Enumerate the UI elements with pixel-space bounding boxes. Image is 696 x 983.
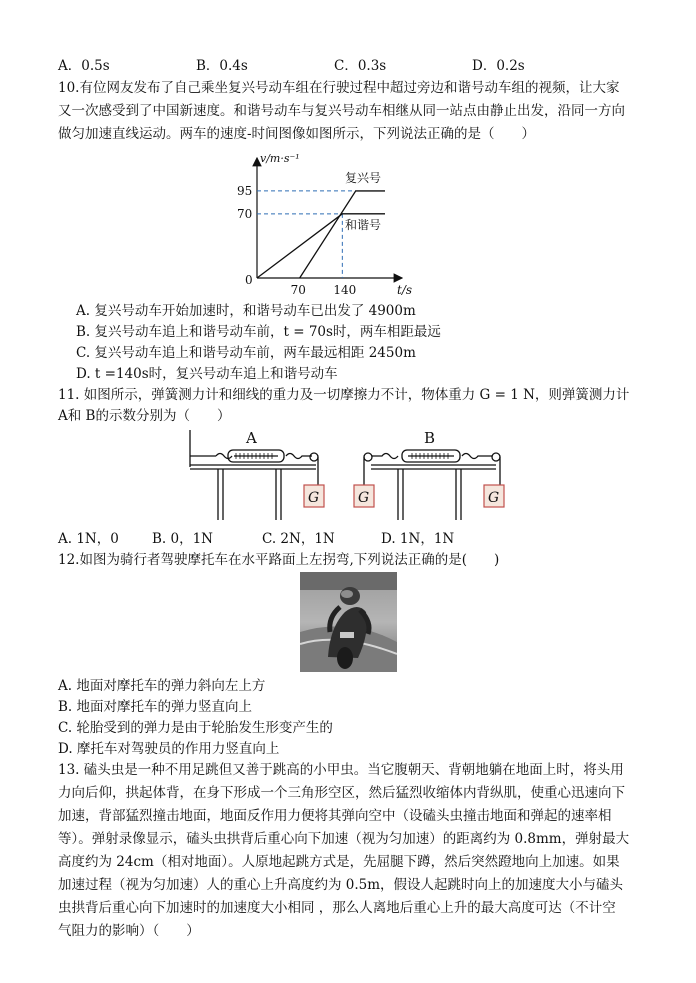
q10-option-a: A. 复兴号动车开始加速时，和谐号动车已出发了 4900m [76, 303, 416, 319]
y-axis-label: v/m·s⁻¹ [260, 152, 300, 165]
q11-option-b: B. 0，1N [152, 531, 213, 547]
q13-stem-line-5: 高度约为 24cm（相对地面）。人原地起跳方式是，先屈腿下蹲，然后突然蹬地向上加速。如果 [58, 854, 620, 870]
motorcycle-photo [300, 572, 397, 672]
q13-stem-line-2: 力向后仰，拱起体背，在身下形成一个三角形空区，然后猛烈收缩体内背纵肌，使重心迅速向下 [58, 785, 625, 801]
q13-stem-line-4: 等）。弹射录像显示，磕头虫拱背后重心向下加速（视为匀加速）的距离约为 0.8mm，弹射最大 [58, 831, 630, 847]
scale-a-label: A [246, 429, 257, 447]
q11-option-a: A. 1N，0 [58, 531, 119, 547]
q9-option-a: A．0.5s [58, 58, 110, 74]
q11-stem-line-2: A和 B的示数分别为（ ） [58, 408, 231, 424]
x-tick-label-140: 140 [333, 283, 357, 297]
q10-option-d: D. t =140s时，复兴号动车追上和谐号动车 [76, 366, 338, 382]
q9-option-c: C．0.3s [334, 58, 387, 74]
y-tick-label-95: 95 [237, 183, 253, 198]
x-axis-label: t/s [397, 283, 413, 297]
q13-stem-line-7: 虫拱背后重心向下加速时的加速度大小相同 ，那么人离地后重心上升的最大高度可达（不计空 [58, 900, 616, 916]
q10-stem-line-1: 10.有位网友发布了自己乘坐复兴号动车组在行驶过程中超过旁边和谐号动车组的视频，让大家 [58, 80, 620, 96]
origin-label: 0 [245, 273, 253, 287]
q10-stem-line-3: 做匀加速直线运动。两车的速度-时间图像如图所示，下列说法正确的是（ ） [58, 126, 536, 142]
q11-option-d: D. 1N，1N [381, 531, 455, 547]
q9-option-b: B．0.4s [196, 58, 248, 74]
q9-option-d: D．0.2s [472, 58, 525, 74]
spring-scale-figure [176, 425, 516, 525]
weight-label-2: G [358, 490, 370, 506]
series-label-1: 和谐号 [345, 217, 382, 232]
vt-chart [230, 148, 430, 298]
weight-label-1: G [308, 490, 320, 506]
q11-stem-line-1: 11. 如图所示，弹簧测力计和细线的重力及一切摩擦力不计，物体重力 G = 1 N，则弹簧测力计 [58, 387, 630, 403]
q12-option-d: D. 摩托车对驾驶员的作用力竖直向上 [58, 741, 280, 757]
series-label-0: 复兴号 [345, 170, 382, 185]
q11-option-c: C. 2N，1N [262, 531, 335, 547]
q13-stem-line-6: 加速过程（视为匀加速）人的重心上升高度约为 0.5m，假设人起跳时向上的加速度大小与磕头 [58, 877, 624, 893]
weight-label-3: G [488, 490, 500, 506]
q12-option-a: A. 地面对摩托车的弹力斜向左上方 [58, 678, 266, 694]
q12-option-b: B. 地面对摩托车的弹力竖直向上 [58, 699, 253, 715]
scale-b-label: B [424, 429, 436, 447]
q13-stem-line-8: 气阻力的影响）（ ） [58, 923, 200, 939]
q10-stem-line-2: 又一次感受到了中国新速度。和谐号动车与复兴号动车相继从同一站点由静止出发，沿同一方向 [58, 103, 625, 119]
q13-stem-line-3: 加速，背部猛烈撞击地面，地面反作用力便将其弹向空中（设磕头虫撞击地面和弹起的速率相 [58, 808, 612, 824]
q10-option-c: C. 复兴号动车追上和谐号动车前，两车最远相距 2450m [76, 345, 416, 361]
y-tick-label-70: 70 [237, 206, 253, 221]
x-tick-label-70: 70 [290, 283, 306, 297]
q13-stem-line-1: 13. 磕头虫是一种不用足跳但又善于跳高的小甲虫。当它腹朝天、背朝地躺在地面上时，将头用 [58, 762, 624, 778]
q10-option-b: B. 复兴号动车追上和谐号动车前，t = 70s时，两车相距最远 [76, 324, 441, 340]
table-b [364, 450, 500, 520]
q12-stem: 12.如图为骑行者驾驶摩托车在水平路面上左拐弯,下列说法正确的是( ) [58, 552, 500, 568]
q12-option-c: C. 轮胎受到的弹力是由于轮胎发生形变产生的 [58, 720, 333, 736]
